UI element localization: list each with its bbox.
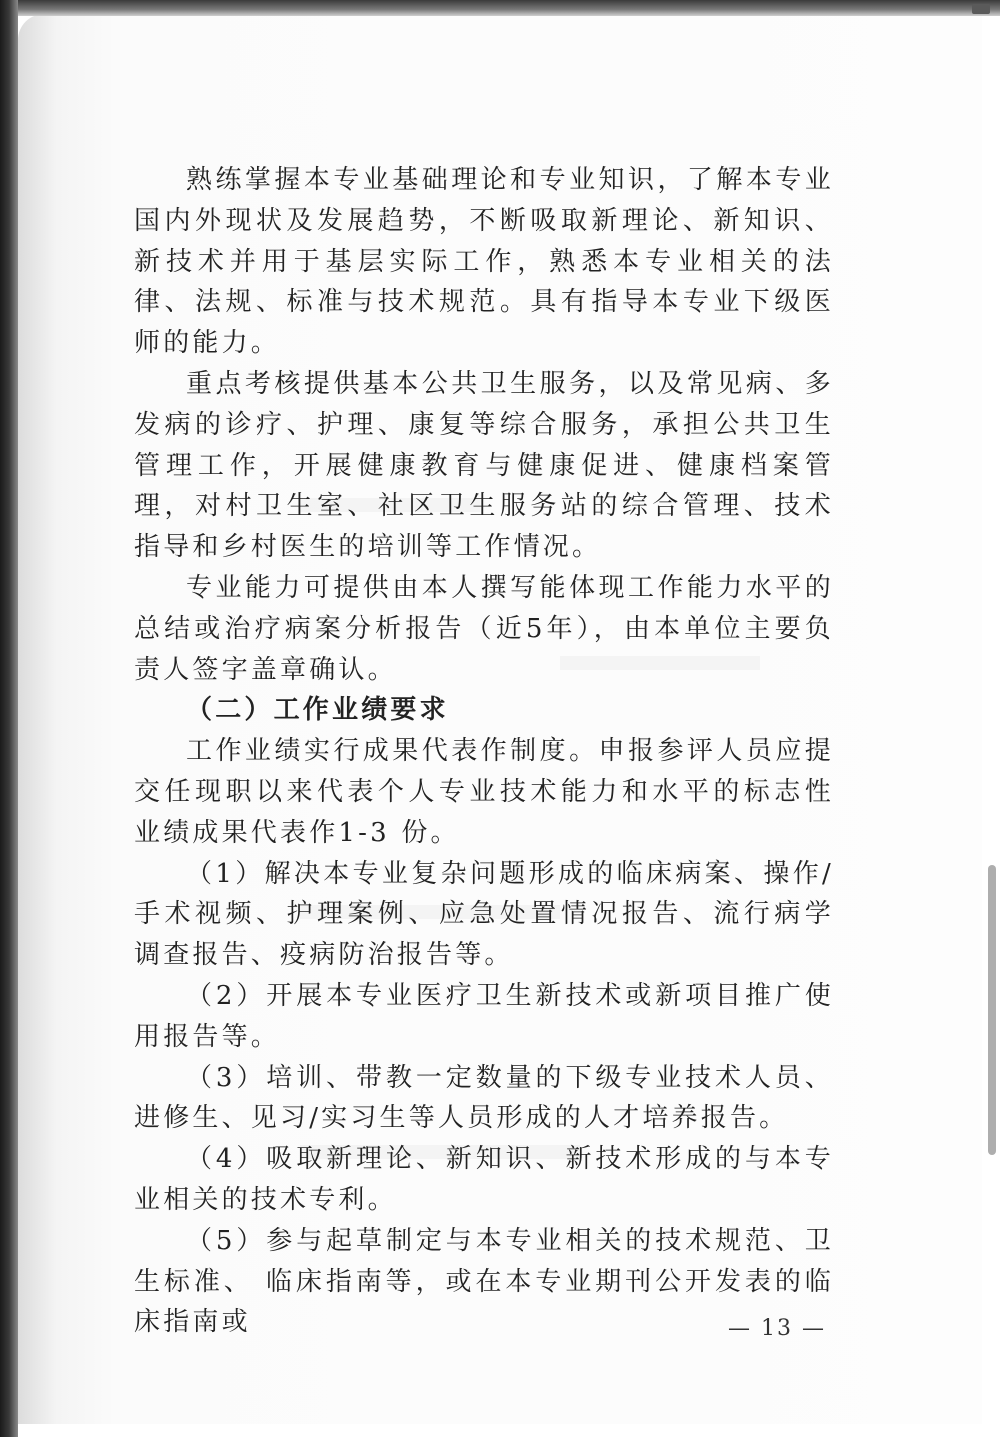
scan-top-edge [0,0,1000,16]
list-item: （3）培训、带教一定数量的下级专业技术人员、进修生、见习/实习生等人员形成的人才培养报告。 [134,1062,834,1134]
body-paragraph: 熟练掌握本专业基础理论和专业知识，了解本专业国内外现状及发展趋势，不断吸取新理论、新知识、新技术并用于基层实际工作，熟悉本专业相关的法律、法规、标准与技术规范。具有指导本专业下级医师的能力。 [134,165,834,359]
list-item: （2）开展本专业医疗卫生新技术或新项目推广使用报告等。 [134,980,834,1052]
scrollbar-thumb[interactable] [988,865,996,1155]
page-number: — 13 — [728,1316,826,1341]
window-corner-indicator [972,4,990,14]
document-body [134,160,834,1343]
scan-binding-edge [0,0,18,1437]
body-paragraph: 重点考核提供基本公共卫生服务，以及常见病、多发病的诊疗、护理、康复等综合服务，承担公共卫生管理工作，开展健康教育与健康促进、健康档案管理，对村卫生室、社区卫生服务站的综合管理、技术指导和乡村医生的培训等工作情况。 [134,368,834,563]
section-heading: （二）工作业绩要求 [186,695,449,726]
body-paragraph: 专业能力可提供由本人撰写能体现工作能力水平的总结或治疗病案分析报告（近5年），由本单位主要负责人签字盖章确认。 [134,572,834,685]
list-item: （5）参与起草制定与本专业相关的技术规范、卫生标准、 临床指南等，或在本专业期刊公开发表的临床指南或 [134,1225,834,1338]
list-item: （4）吸取新理论、新知识、新技术形成的与本专业相关的技术专利。 [134,1144,834,1215]
body-paragraph: 工作业绩实行成果代表作制度。申报参评人员应提交任现职以来代表个人专业技术能力和水平的标志性业绩成果代表作1-3 份。 [134,736,834,848]
list-item: （1）解决本专业复杂问题形成的临床病案、操作/手术视频、护理案例、应急处置情况报告、流行病学调查报告、疫病防治报告等。 [134,858,834,971]
